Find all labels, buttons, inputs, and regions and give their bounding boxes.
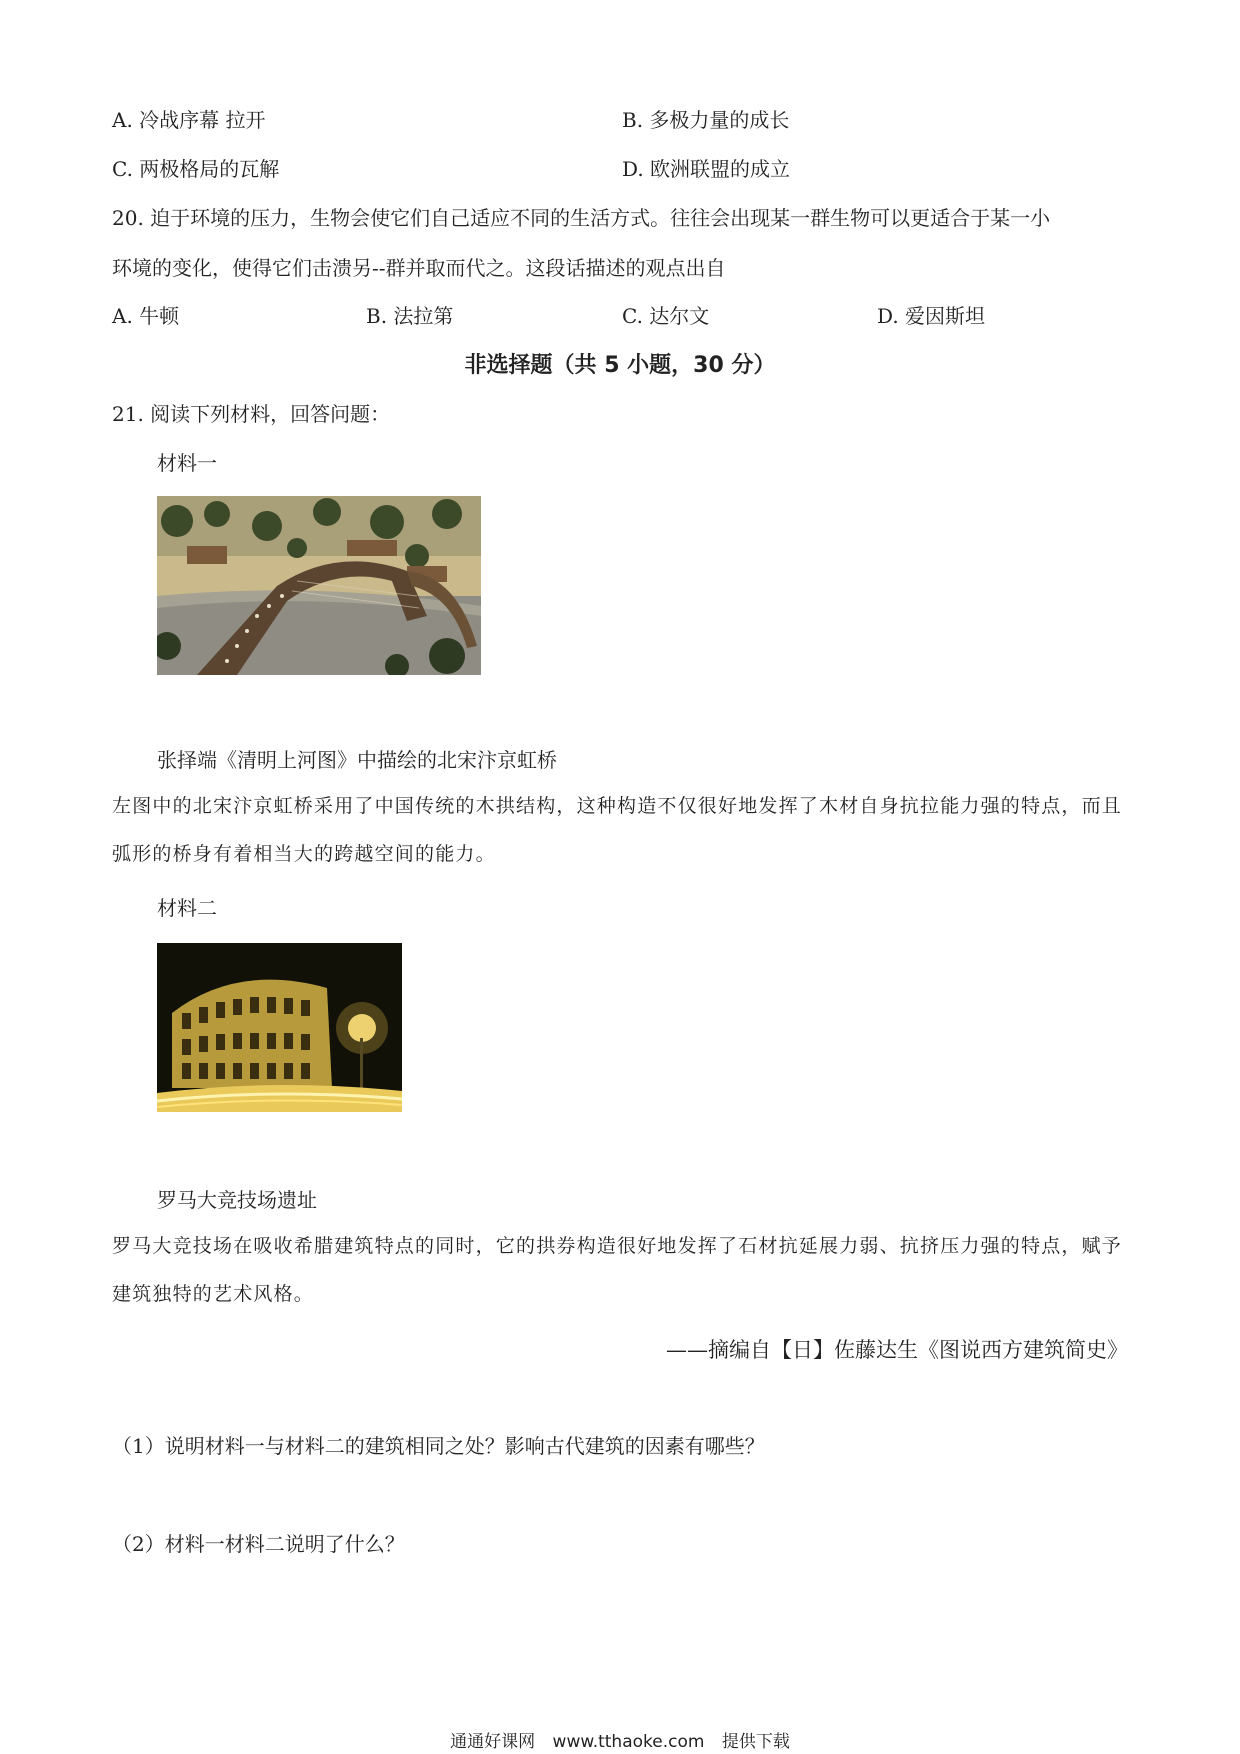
material1-text: 左图中的北宋汴京虹桥采用了中国传统的木拱结构，这种构造不仅很好地发挥了木材自身抗拉能力强的特点，而且弧形的桥身有着相当大的跨越空间的能力。 [112,795,1123,865]
material1-caption: 张择端《清明上河图》中描绘的北宋汴京虹桥 [157,748,557,772]
q20-option-a: A. 牛顿 [112,304,180,328]
material2-caption: 罗马大竞技场遗址 [157,1188,317,1212]
q21-sub-question-2: （2）材料一材料二说明了什么？ [112,1532,405,1556]
q19-option-d: D. 欧洲联盟的成立 [622,157,791,181]
q19-option-b: B. 多极力量的成长 [622,108,790,132]
page-footer [0,1727,1240,1752]
q20-option-b: B. 法拉第 [366,304,454,328]
material2-label: 材料二 [157,896,217,920]
material1-label: 材料一 [157,451,217,475]
q20-option-d: D. 爱因斯坦 [877,304,986,328]
footer-site-name: 通通好课网 [450,1732,536,1752]
q20-stem-line1: 20. 迫于环境的压力，生物会使它们自己适应不同的生活方式。往往会出现某一群生物可以更适合于某一小 [112,206,1051,230]
q19-option-c: C. 两极格局的瓦解 [112,157,280,181]
q20-stem-line2: 环境的变化，使得它们击溃另--群并取而代之。这段话描述的观点出自 [112,256,726,280]
material2-text: 罗马大竞技场在吸收希腊建筑特点的同时，它的拱券构造很好地发挥了石材抗延展力弱、抗挤压力强的特点，赋予建筑独特的艺术风格。 [112,1235,1123,1305]
footer-url[interactable]: www.tthaoke.com [552,1732,705,1752]
footer-suffix: 提供下载 [721,1732,790,1752]
material2-source: ——摘编自【日】佐藤达生《图说西方建筑简史》 [666,1338,1128,1362]
colosseum-image [157,943,402,1112]
q21-stem: 21. 阅读下列材料，回答问题： [112,402,391,426]
qingming-bridge-image [157,496,481,675]
q20-option-c: C. 达尔文 [622,304,710,328]
q21-sub-question-1: （1）说明材料一与材料二的建筑相同之处？影响古代建筑的因素有哪些？ [112,1434,765,1458]
q19-option-a: A. 冷战序幕 拉开 [112,108,266,132]
section-title: 非选择题（共 5 小题，30 分） [464,353,776,378]
